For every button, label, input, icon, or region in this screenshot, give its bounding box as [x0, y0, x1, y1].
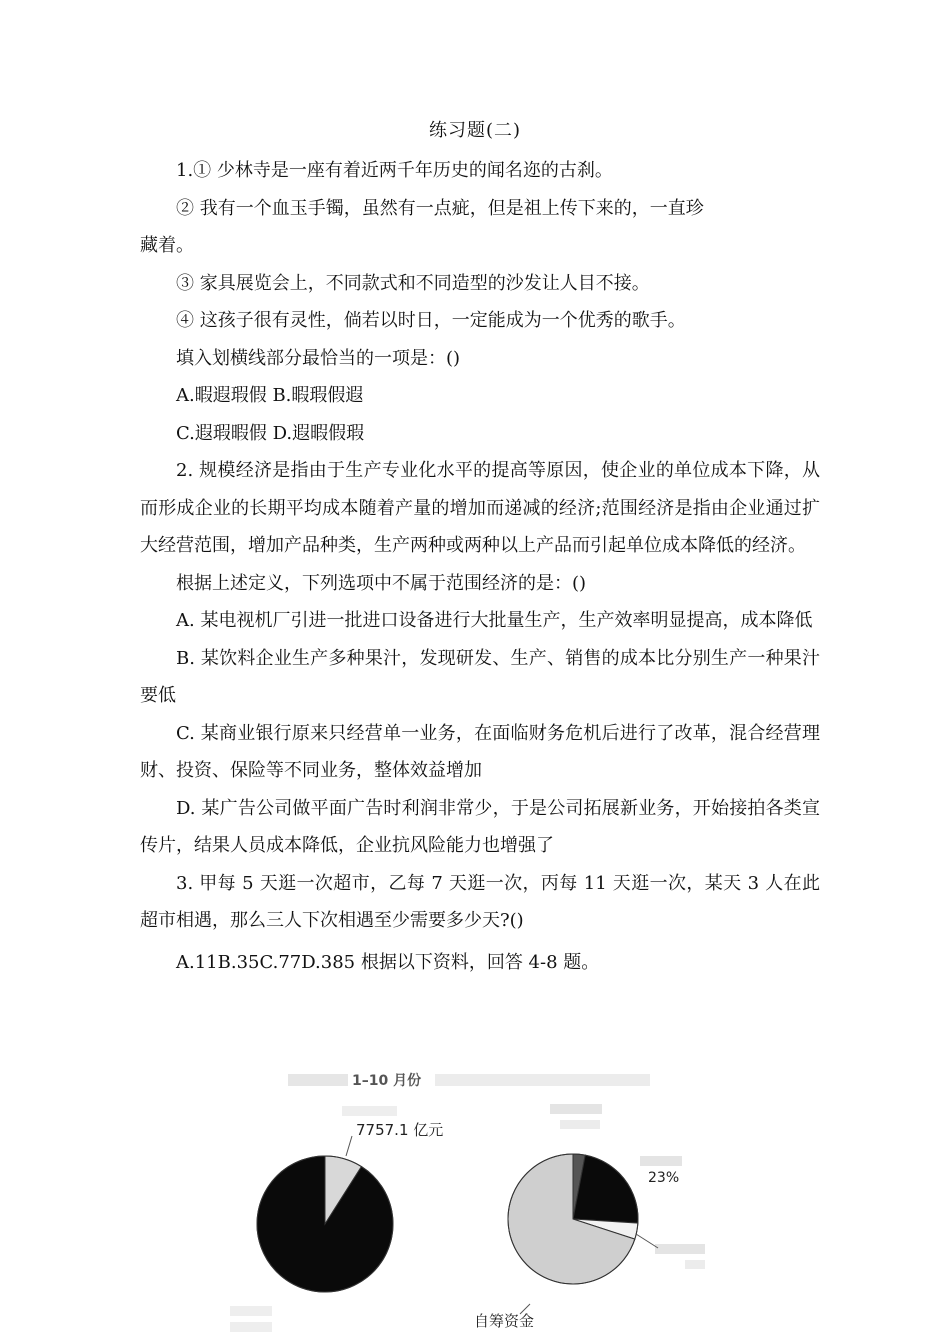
right-pie-23-label: 23%: [648, 1170, 680, 1186]
left-bottom-blur-2: [230, 1322, 272, 1332]
right-lower-blur-1: [655, 1244, 705, 1254]
right-label-leader: [636, 1234, 658, 1248]
right-lower-blur-2: [685, 1260, 705, 1269]
right-pie-chart: [508, 1154, 638, 1284]
q1-item-1: 1.① 少林寺是一座有着近两千年历史的闻名迩的古刹。: [176, 160, 613, 181]
left-bottom-blur-1: [230, 1306, 272, 1316]
pie-0-slice-1: [257, 1156, 393, 1292]
q1-item-4: ④ 这孩子很有灵性，倘若以时日，一定能成为一个优秀的歌手。: [176, 310, 686, 331]
q1-options-cd: C.遐瑕暇假 D.遐暇假瑕: [176, 422, 365, 444]
q2-option-d: D. 某广告公司做平面广告时利润非常少，于是公司拓展新业务，开始接拍各类宣传片，结果人员成本降低，企业抗风险能力也增强了: [140, 797, 820, 856]
q2-option-b: B. 某饮料企业生产多种果汁，发现研发、生产、销售的成本比分别生产一种果汁要低: [140, 647, 820, 706]
right-top-blur-1: [550, 1104, 602, 1114]
left-label-leader: [346, 1136, 352, 1156]
q1-item-3: ③ 家具展览会上，不同款式和不同造型的沙发让人目不接。: [176, 272, 650, 294]
right-pie-bottom-label: 自筹资金: [474, 1312, 535, 1330]
q1-options-ab: A.暇遐瑕假 B.暇瑕假遐: [176, 385, 364, 406]
right-top-blur-2: [560, 1120, 600, 1129]
right-mid-blur: [640, 1156, 682, 1166]
left-pie-chart: [257, 1156, 393, 1292]
page-title: 练习题(二): [428, 120, 522, 141]
left-label-blur: [342, 1106, 397, 1116]
q1-item-2-continued: 藏着。: [140, 235, 194, 256]
q1-item-2: ② 我有一个血玉手镯，虽然有一点疵，但是祖上传下来的，一直珍: [176, 197, 704, 219]
title-blur-left: [288, 1074, 348, 1086]
q2-option-c: C. 某商业银行原来只经营单一业务，在面临财务危机后进行了改革，混合经营理财、投资、保险等不同业务，整体效益增加: [140, 722, 820, 781]
q2-prompt: 根据上述定义，下列选项中不属于范围经济的是：(): [176, 572, 587, 594]
q3-options: A.11B.35C.77D.385 根据以下资料，回答 4-8 题。: [176, 951, 600, 973]
figure-title: 1–10 月份: [352, 1073, 422, 1089]
title-blur-right: [435, 1074, 650, 1086]
left-pie-value-label: 7757.1 亿元: [356, 1121, 444, 1139]
q3-question: 3. 甲每 5 天逛一次超市，乙每 7 天逛一次，丙每 11 天逛一次，某天 3 人在此超市相遇，那么三人下次相遇至少需要多少天?(): [140, 872, 820, 931]
pie-charts-svg: [230, 1064, 710, 1344]
q1-prompt: 填入划横线部分最恰当的一项是：(): [176, 347, 461, 369]
q2-option-a: A. 某电视机厂引进一批进口设备进行大批量生产，生产效率明显提高，成本降低: [176, 610, 813, 631]
pie-chart-figure: [230, 1064, 710, 1344]
pie-1-slice-1: [573, 1155, 638, 1223]
q2-definition: 2. 规模经济是指由于生产专业化水平的提高等原因，使企业的单位成本下降，从而形成企业的长期平均成本随着产量的增加而递减的经济;范围经济是指由企业通过扩大经营范围，增加产品种类，生产两种或两种以上产品而引起单位成本降低的经济。: [140, 460, 820, 556]
document-body: [140, 152, 820, 981]
